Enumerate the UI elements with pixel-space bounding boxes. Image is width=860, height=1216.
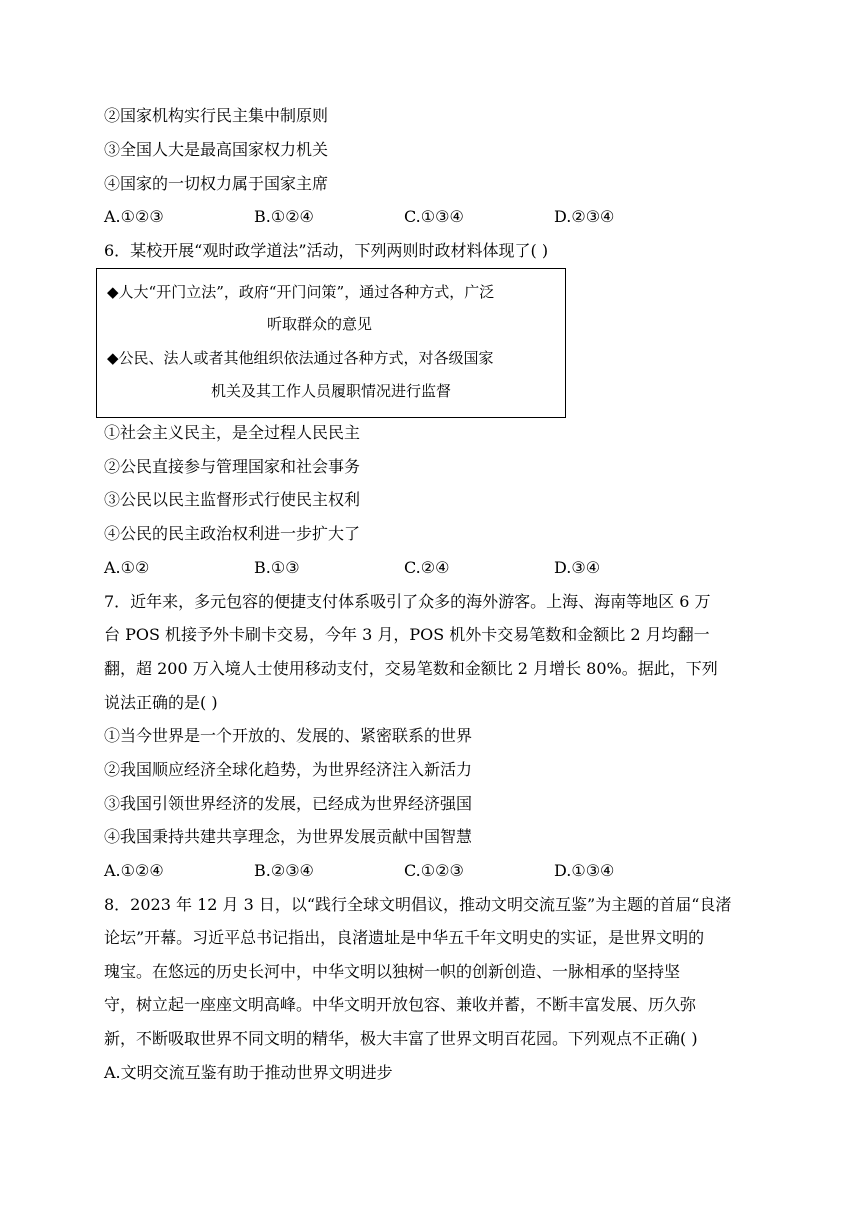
- q5-item-2: ②国家机构实行民主集中制原则: [104, 106, 329, 125]
- q6-option-d[interactable]: D.③④: [554, 558, 601, 577]
- q5-option-b[interactable]: B.①②④: [254, 207, 314, 226]
- q8-stem-line-5: 新，不断吸取世界不同文明的精华，极大丰富了世界文明百花园。下列观点不正确( ): [104, 1029, 698, 1048]
- q7-option-d[interactable]: D.①③④: [554, 861, 615, 880]
- q6-option-a[interactable]: A.①②: [104, 558, 150, 577]
- q7-option-b[interactable]: B.②③④: [254, 861, 314, 880]
- q6-material-box: [96, 268, 566, 418]
- q7-item-2: ②我国顺应经济全球化趋势，为世界经济注入新活力: [104, 760, 473, 779]
- q7-stem-line-2: 台 POS 机接予外卡刷卡交易，今年 3 月，POS 机外卡交易笔数和金额比 2 月均翻一: [104, 625, 710, 644]
- q5-option-d[interactable]: D.②③④: [554, 207, 615, 226]
- q6-material-line-3: ◆公民、法人或者其他组织依法通过各种方式，对各级国家: [107, 349, 494, 367]
- q6-option-b[interactable]: B.①③: [254, 558, 300, 577]
- q5-item-4: ④国家的一切权力属于国家主席: [104, 174, 329, 193]
- q5-option-a[interactable]: A.①②③: [104, 207, 164, 226]
- q5-item-3: ③全国人大是最高国家权力机关: [104, 140, 329, 159]
- q7-item-4: ④我国秉持共建共享理念，为世界发展贡献中国智慧: [104, 827, 473, 846]
- q5-option-c[interactable]: C.①③④: [404, 207, 464, 226]
- q8-stem-line-1: 8．2023 年 12 月 3 日，以“践行全球文明倡议，推动文明交流互鉴”为主题的首届“良渚: [104, 895, 732, 914]
- q8-stem-line-2: 论坛”开幕。习近平总书记指出，良渚遗址是中华五千年文明史的实证，是世界文明的: [104, 928, 705, 947]
- q6-material-line-1: ◆人大“开门立法”，政府“开门问策”，通过各种方式，广泛: [107, 283, 495, 301]
- q6-item-2: ②公民直接参与管理国家和社会事务: [104, 457, 361, 476]
- q6-material-line-2: 听取群众的意见: [267, 315, 373, 333]
- q8-stem-line-3: 瑰宝。在悠远的历史长河中，中华文明以独树一帜的创新创造、一脉相承的坚持坚: [104, 962, 681, 981]
- q7-option-a[interactable]: A.①②④: [104, 861, 164, 880]
- q8-option-a[interactable]: A.文明交流互鉴有助于推动世界文明进步: [104, 1063, 393, 1082]
- q6-stem: 6．某校开展“观时政学道法”活动，下列两则时政材料体现了( ): [104, 241, 549, 260]
- q6-material-line-4: 机关及其工作人员履职情况进行监督: [211, 382, 452, 400]
- q6-item-3: ③公民以民主监督形式行使民主权利: [104, 490, 361, 509]
- q6-option-c[interactable]: C.②④: [404, 558, 450, 577]
- q8-stem-line-4: 守，树立起一座座文明高峰。中华文明开放包容、兼收并蓄，不断丰富发展、历久弥: [104, 995, 697, 1014]
- q6-item-1: ①社会主义民主，是全过程人民民主: [104, 423, 361, 442]
- q7-stem-line-1: 7．近年来，多元包容的便捷支付体系吸引了众多的海外游客。上海、海南等地区 6 万: [104, 592, 711, 611]
- q7-item-1: ①当今世界是一个开放的、发展的、紧密联系的世界: [104, 726, 473, 745]
- q7-item-3: ③我国引领世界经济的发展，已经成为世界经济强国: [104, 794, 473, 813]
- q6-item-4: ④公民的民主政治权利进一步扩大了: [104, 524, 361, 543]
- q7-stem-line-4: 说法正确的是( ): [104, 693, 218, 712]
- q7-option-c[interactable]: C.①②③: [404, 861, 464, 880]
- q7-stem-line-3: 翻，超 200 万入境人士使用移动支付，交易笔数和金额比 2 月增长 80%。据此，下列: [104, 659, 718, 678]
